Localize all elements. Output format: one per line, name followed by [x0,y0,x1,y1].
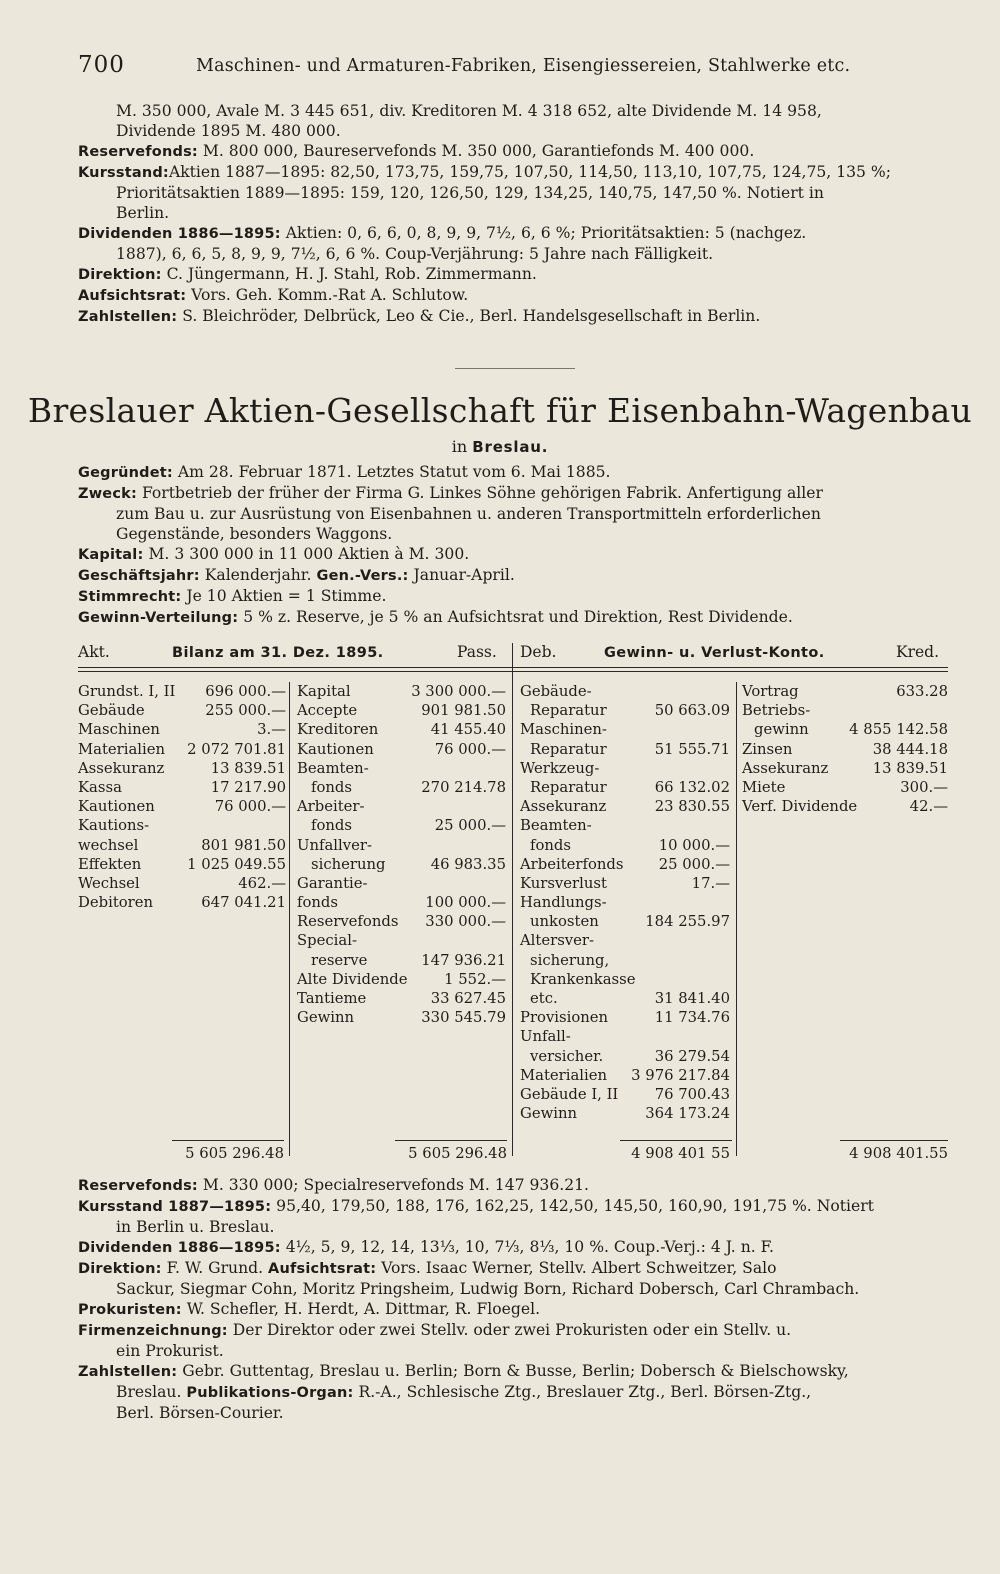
footer-kursstand-2: in Berlin u. Breslau. [116,1218,275,1236]
table-row: reserve 147 936.21 [311,951,506,969]
footer-info [78,1175,960,1423]
table-row: Materialien 2 072 701.81 [78,740,286,758]
bilanz-total-passiva: 5 605 296.48 [408,1145,507,1162]
guv-debit [520,682,730,1123]
footer-kursstand: Kursstand 1887—1895: 95,40, 179,50, 188, 176, 162,25, 142,50, 145,50, 160,90, 191,75 %. Notiert [78,1197,874,1215]
table-row: Beamten- [297,759,369,777]
table-row: Gewinn 330 545.79 [297,1009,506,1027]
table-row: Kursverlust 17.— [520,874,730,892]
table-row: Garantie- [297,874,368,892]
table-row: Gewinn 364 173.24 [520,1105,730,1123]
footer-firmenzeichnung-2: ein Prokurist. [116,1342,224,1360]
table-row: Wechsel 462.— [78,874,286,892]
table-row: Werkzeug- [520,759,600,777]
table-row: fonds 25 000.— [311,817,506,835]
prev-dividenden-2: 1887), 6, 6, 5, 8, 9, 9, 7½, 6, 6 %. Coup-Verjährung: 5 Jahre nach Fälligkeit. [116,245,714,263]
table-row: Assekuranz 13 839.51 [742,759,948,777]
guv-credit [742,682,948,816]
guv-total-debit: 4 908 401 55 [631,1145,730,1162]
table-row: Kautions- [78,817,150,835]
table-row: Kreditoren 41 455.40 [297,721,506,739]
table-row: Materialien 3 976 217.84 [520,1066,730,1084]
bilanz-total-aktiva: 5 605 296.48 [185,1145,284,1162]
table-row: Handlungs- [520,894,607,912]
previous-entry [78,101,960,327]
table-row: Reparatur 50 663.09 [530,702,730,720]
table-row: Beamten- [520,817,592,835]
table-row: Effekten 1 025 049.55 [78,855,286,873]
table-row: gewinn 4 855 142.58 [754,721,948,739]
table-row: Accepte 901 981.50 [297,702,506,720]
prev-aufsichtsrat: Aufsichtsrat: Vors. Geh. Komm.-Rat A. Schlutow. [78,286,469,304]
table-row: Provisionen 11 734.76 [520,1009,730,1027]
bilanz-divider [289,682,290,1156]
guv-debit-sum-rule [620,1140,732,1141]
table-row: Reservefonds 330 000.— [297,913,506,931]
prev-kursstand-3: Berlin. [116,204,170,222]
guv-total-credit: 4 908 401.55 [849,1145,948,1162]
footer-firmenzeichnung: Firmenzeichnung: Der Direktor oder zwei Stellv. oder zwei Prokuristen oder ein Stellv. u. [78,1321,792,1339]
table-row: Assekuranz 13 839.51 [78,759,286,777]
table-row: Maschinen- [520,721,607,739]
table-row: Gebäude I, II 76 700.43 [520,1085,730,1103]
table-row: Reparatur 66 132.02 [530,778,730,796]
prev-reservefonds: Reservefonds: M. 800 000, Baureservefonds M. 350 000, Garantiefonds M. 400 000. [78,142,755,160]
table-row: Assekuranz 23 830.55 [520,798,730,816]
company-name: Breslauer Aktien-Gesellschaft für Eisenbahn-Wagenbau [27,391,973,430]
table-row: Grundst. I, II 696 000.— [78,683,286,700]
prev-direktion: Direktion: C. Jüngermann, H. J. Stahl, Rob. Zimmermann. [78,265,537,283]
table-row: Arbeiterfonds 25 000.— [520,855,730,873]
info-zweck: Zweck: Fortbetrieb der früher der Firma G. Linkes Söhne gehörigen Fabrik. Anfertigung aller [78,484,823,502]
info-gewinn-verteilung: Gewinn-Verteilung: 5 % z. Reserve, je 5 % an Aufsichtsrat und Direktion, Rest Dividende. [78,608,793,626]
info-stimmrecht: Stimmrecht: Je 10 Aktien = 1 Stimme. [78,587,387,605]
info-kapital: Kapital: M. 3 300 000 in 11 000 Aktien à M. 300. [78,545,470,563]
table-row: Kassa 17 217.90 [78,778,286,796]
table-row: sicherung, [530,951,610,969]
company-info [78,462,960,628]
info-zweck-2: zum Bau u. zur Ausrüstung von Eisenbahnen u. anderen Transportmitteln erforderlichen [116,505,821,523]
bilanz-title: Bilanz am 31. Dez. 1895. [172,645,384,661]
table-row: Gebäude- [520,683,592,700]
table-row: wechsel 801 981.50 [78,836,286,854]
bilanz-passiva [297,682,506,1027]
entry-separator [455,368,575,369]
prev-line-1: M. 350 000, Avale M. 3 445 651, div. Kreditoren M. 4 318 652, alte Dividende M. 14 958, [116,102,822,120]
prev-kursstand-2: Prioritätsaktien 1889—1895: 159, 120, 126,50, 129, 134,25, 140,75, 147,50 %. Notiert in [116,184,824,202]
prev-zahlstellen: Zahlstellen: S. Bleichröder, Delbrück, Leo & Cie., Berl. Handelsgesellschaft in Berlin. [78,307,761,325]
table-row: Maschinen 3.— [78,721,286,739]
footer-prokuristen: Prokuristen: W. Schefler, H. Herdt, A. Dittmar, R. Floegel. [78,1300,541,1318]
bilanz-aktiva [78,682,286,912]
table-row: fonds 10 000.— [530,836,730,854]
table-row: Unfallver- [297,836,372,854]
table-row: Verf. Dividende 42.— [742,798,948,816]
table-row: Altersver- [520,932,594,950]
guv-kred-label: Kred. [896,643,940,661]
table-row: Kapital 3 300 000.— [297,683,506,700]
center-divider [512,643,513,1156]
table-row: Reparatur 51 555.71 [530,740,730,758]
footer-zahlstellen: Zahlstellen: Gebr. Guttentag, Breslau u. Berlin; Born & Busse, Berlin; Dobersch & Bielschowsky, [78,1362,849,1380]
guv-credit-sum-rule [840,1140,948,1141]
prev-kursstand: Kursstand:Aktien 1887—1895: 82,50, 173,75, 159,75, 107,50, 114,50, 113,10, 107,75, 124,75, 135 %; [78,163,891,181]
table-row: Krankenkasse [530,970,636,988]
info-gegruendet: Gegründet: Am 28. Februar 1871. Letztes Statut vom 6. Mai 1885. [78,463,611,481]
bilanz-akt-label: Akt. [78,643,110,661]
table-rule-top-2 [78,671,948,672]
guv-title: Gewinn- u. Verlust-Konto. [604,645,825,661]
running-title: Maschinen- und Armaturen-Fabriken, Eisengiessereien, Stahlwerke etc. [196,56,851,76]
table-row: unkosten 184 255.97 [530,913,730,931]
prev-dividenden: Dividenden 1886—1895: Aktien: 0, 6, 6, 0, 8, 9, 9, 7½, 6, 6 %; Prioritätsaktien: 5 (nachgez. [78,224,807,242]
table-row: etc. 31 841.40 [530,990,730,1007]
table-row: fonds 100 000.— [297,894,506,912]
guv-divider [736,682,737,1156]
company-location: in Breslau. [451,437,549,456]
table-row: Betriebs- [742,702,811,720]
info-geschaeftsjahr: Geschäftsjahr: Kalenderjahr. Gen.-Vers.: Januar-April. [78,566,515,584]
table-row: Gebäude 255 000.— [78,702,286,720]
footer-reservefonds: Reservefonds: M. 330 000; Specialreservefonds M. 147 936.21. [78,1176,590,1194]
table-row: Tantieme 33 627.45 [297,990,506,1007]
info-zweck-3: Gegenstände, besonders Waggons. [116,525,393,543]
table-row: sicherung 46 983.35 [311,855,506,873]
footer-dividenden: Dividenden 1886—1895: 4½, 5, 9, 12, 14, 13⅓, 10, 7⅓, 8⅓, 10 %. Coup.-Verj.: 4 J. n. F. [78,1238,775,1256]
footer-aufsichtsrat-2: Sackur, Siegmar Cohn, Moritz Pringsheim, Ludwig Born, Richard Dobersch, Carl Chrambach. [116,1280,860,1298]
bilanz-aktiva-sum-rule [172,1140,284,1141]
table-row: Special- [297,932,357,950]
page-number: 700 [78,52,125,78]
table-row: Kautionen 76 000.— [78,798,286,816]
guv-deb-label: Deb. [520,643,557,661]
bilanz-passiva-sum-rule [395,1140,507,1141]
footer-direktion: Direktion: F. W. Grund. Aufsichtsrat: Vors. Isaac Werner, Stellv. Albert Schweitzer, Salo [78,1259,777,1277]
footer-zahlstellen-2: Breslau. Publikations-Organ: R.-A., Schlesische Ztg., Breslauer Ztg., Berl. Börsen-Ztg., [116,1383,812,1401]
prev-line-2: Dividende 1895 M. 480 000. [116,122,341,140]
table-row: versicher. 36 279.54 [530,1047,730,1065]
bilanz-pass-label: Pass. [457,643,497,661]
table-row: Kautionen 76 000.— [297,740,506,758]
footer-publikation-3: Berl. Börsen-Courier. [116,1404,284,1422]
table-row: Miete 300.— [742,778,948,796]
table-rule-top [78,667,948,668]
table-row: Zinsen 38 444.18 [742,740,948,758]
table-row: fonds 270 214.78 [311,778,506,796]
table-row: Arbeiter- [297,798,365,816]
table-row: Vortrag 633.28 [742,683,948,700]
table-row: Alte Dividende 1 552.— [297,970,506,988]
table-row: Unfall- [520,1028,571,1046]
table-row: Debitoren 647 041.21 [78,894,286,912]
